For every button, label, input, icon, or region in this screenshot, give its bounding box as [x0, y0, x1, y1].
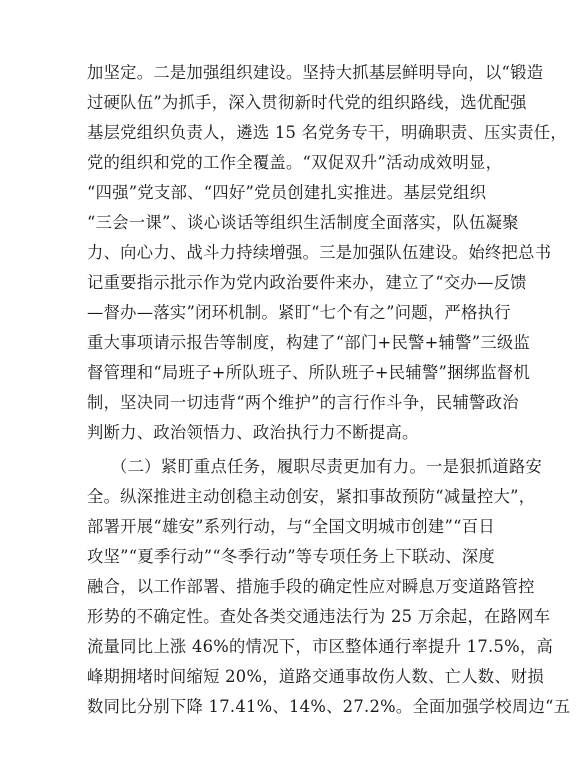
paragraph-line: 党的组织和党的工作全覆盖。“双促双升”活动成效明显，	[87, 153, 503, 172]
paragraph-line: 数同比分别下降 17.41%、14%、27.2%。全面加强学校周边“五	[87, 697, 571, 716]
paragraph-line: 全。纵深推进主动创稳主动创安，紧扣事故预防“减量控大”，	[87, 487, 536, 506]
paragraph-line: “四强”党支部、“四好”党员创建扎实推进。基层党组织	[87, 183, 487, 202]
paragraph-line: 力、向心力、战斗力持续增强。三是加强队伍建设。始终把总书	[87, 243, 552, 262]
paragraph-line: 重大事项请示报告等制度，构建了“部门+民警+辅警”三级监	[87, 333, 531, 352]
paragraph-line: 加坚定。二是加强组织建设。坚持大抓基层鲜明导向，以“锻造	[87, 63, 544, 82]
paragraph-line: （二）紧盯重点任务，履职尽责更加有力。一是狠抓道路安	[111, 457, 543, 476]
paragraph-line: 形势的不确定性。查处各类交通违法行为 25 万余起，在路网车	[87, 607, 551, 626]
paragraph-line: 部署开展“雄安”系列行动，与“全国文明城市创建”“百日	[87, 517, 495, 536]
paragraph-line: 判断力、政治领悟力、政治执行力不断提高。	[87, 423, 419, 442]
paragraph-line: 基层党组织负责人，遴选 15 名党务专干，明确职责、压实责任，	[87, 123, 567, 142]
paragraph-line: 峰期拥堵时间缩短 20%，道路交通事故伤人数、亡人数、财损	[87, 667, 545, 686]
paragraph-line: 流量同比上涨 46%的情况下，市区整体通行率提升 17.5%，高	[87, 637, 554, 656]
paragraph-line: “三会一课”、谈心谈话等组织生活制度全面落实，队伍凝聚	[87, 213, 519, 232]
paragraph-line: 攻坚”“夏季行动”“冬季行动”等专项任务上下联动、深度	[87, 547, 495, 566]
paragraph-line: 融合，以工作部署、措施手段的确定性应对瞬息万变道路管控	[87, 577, 535, 596]
paragraph-line: 记重要指示批示作为党内政治要件来办，建立了“交办—反馈	[87, 273, 527, 292]
paragraph-line: 督管理和“局班子+所队班子、所队班子+民辅警”捆绑监督机	[87, 363, 531, 382]
paragraph-line: 制，坚决同一切违背“两个维护”的言行作斗争，民辅警政治	[87, 393, 519, 412]
paragraph-line: —督办—落实”闭环机制。紧盯“七个有之”问题，严格执行	[87, 303, 511, 322]
paragraph-line: 过硬队伍”为抓手，深入贯彻新时代党的组织路线，选优配强	[87, 93, 527, 112]
